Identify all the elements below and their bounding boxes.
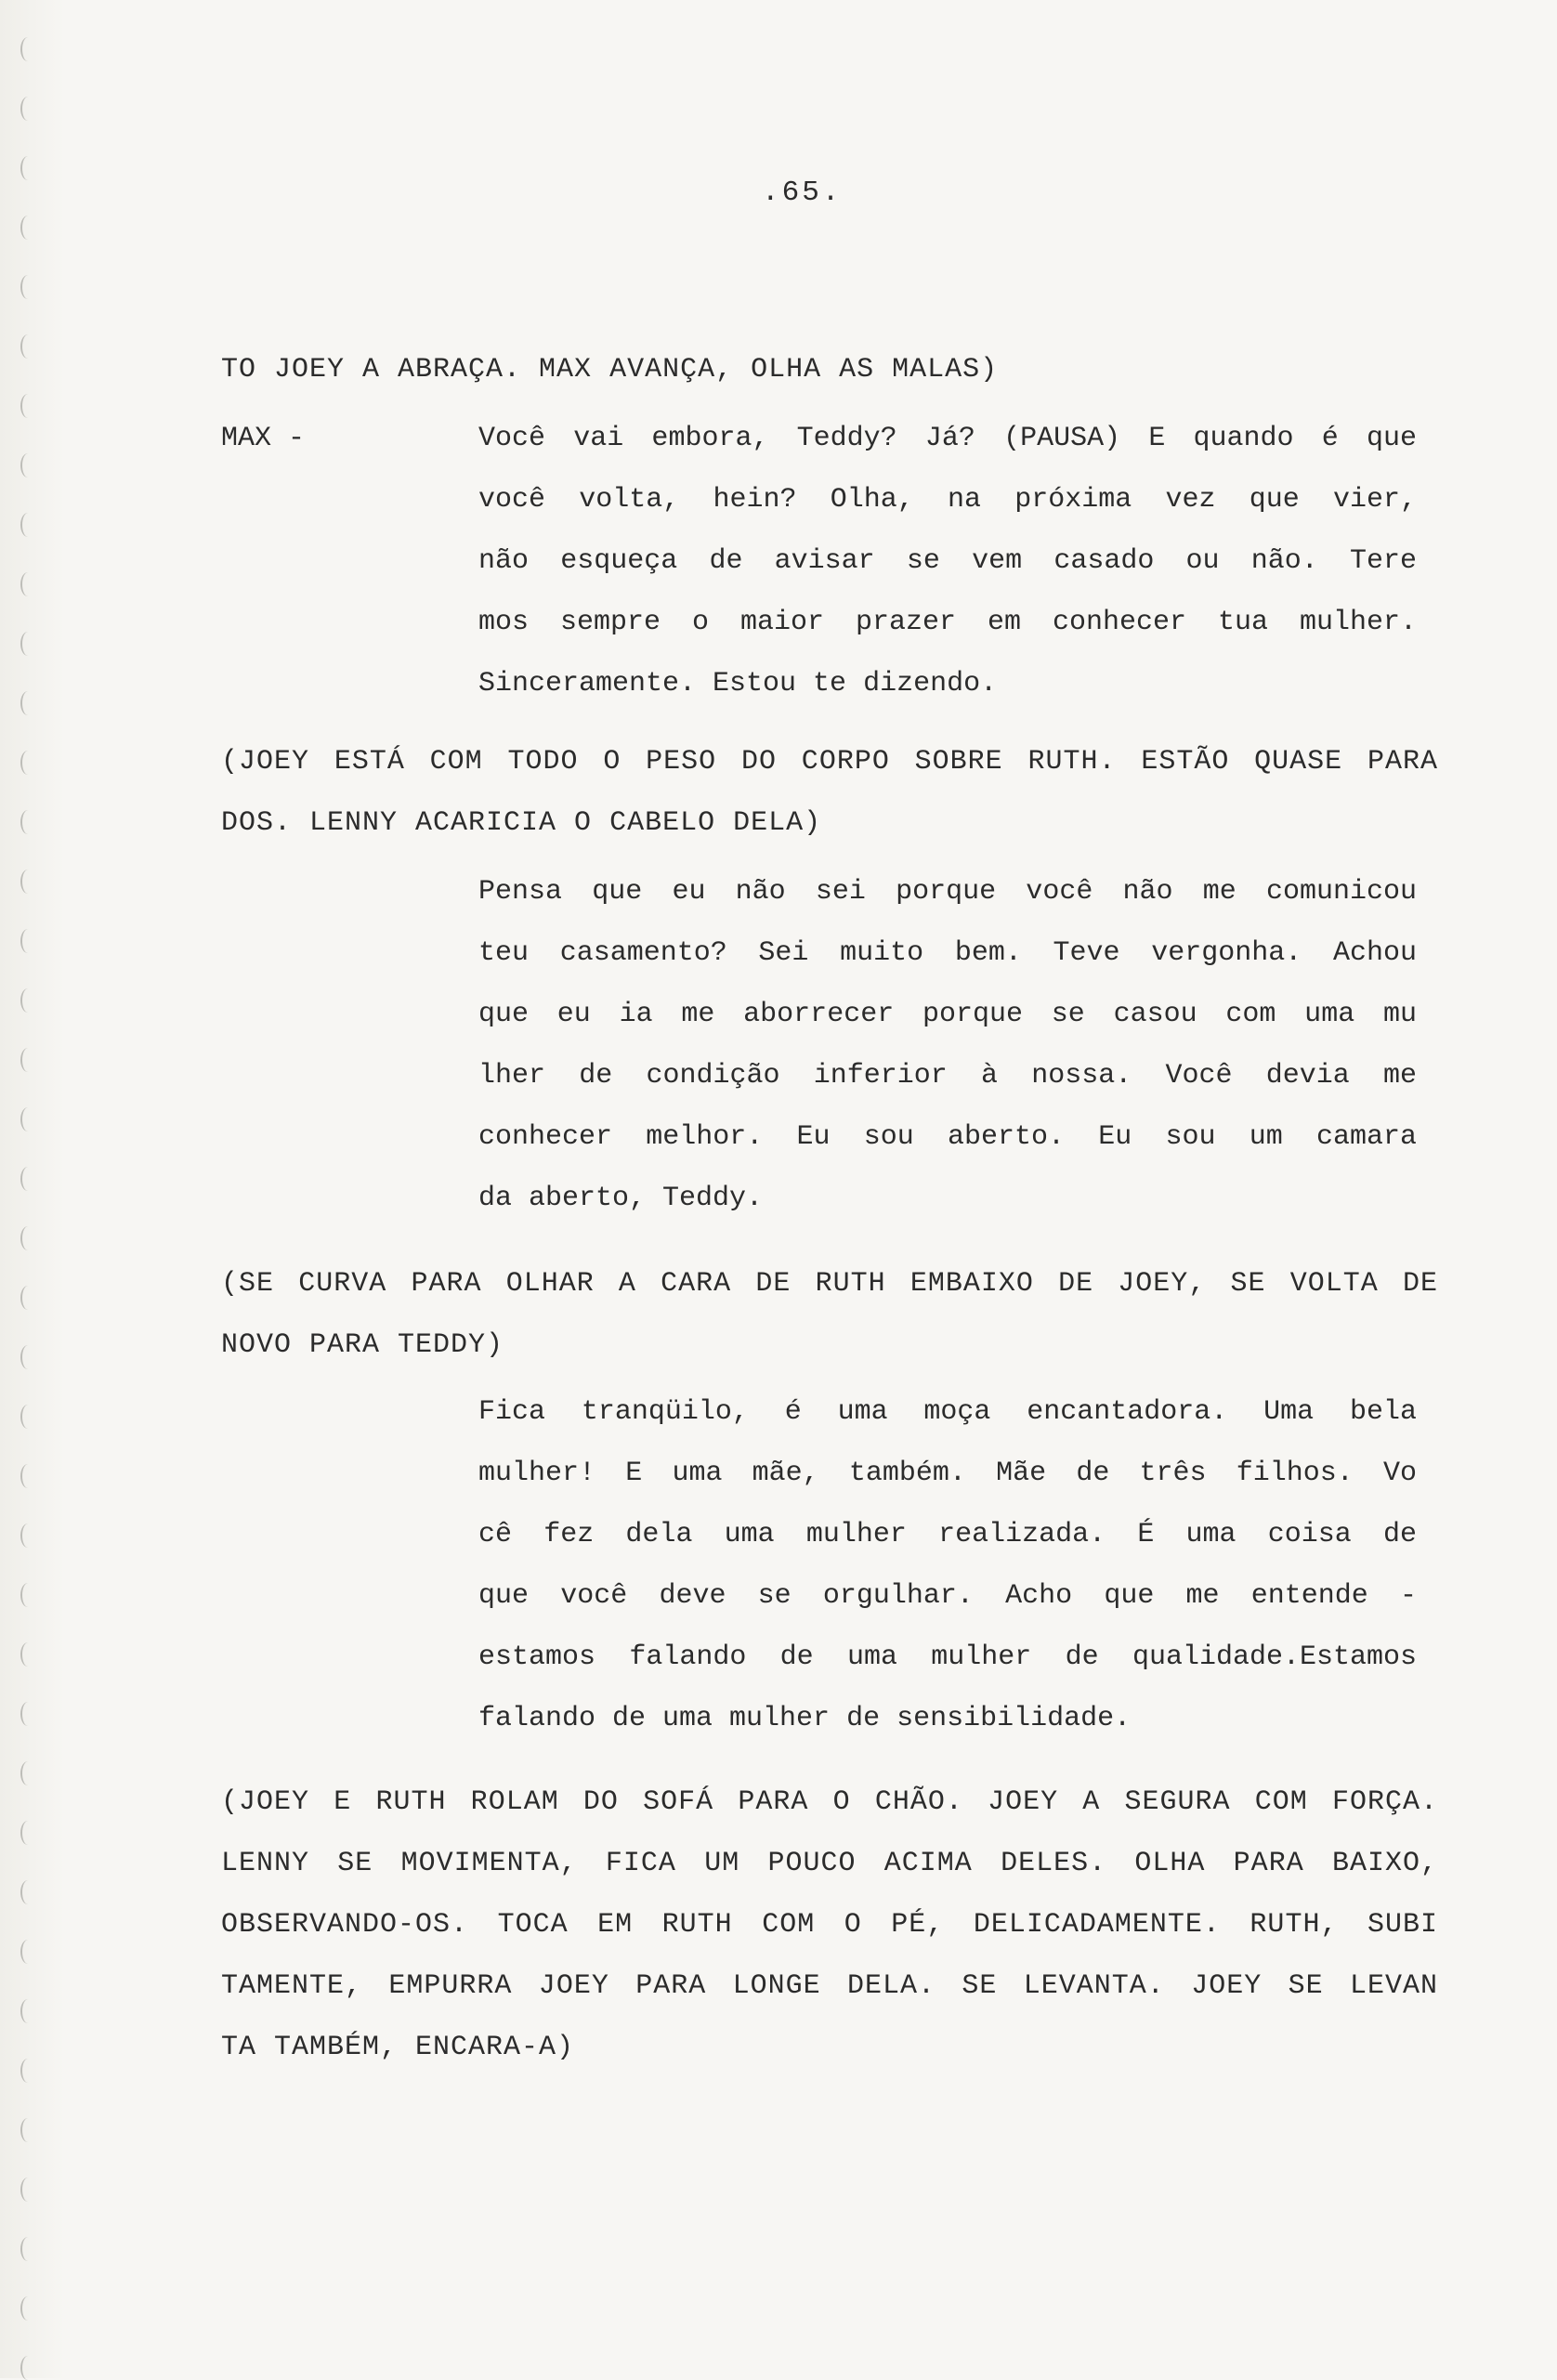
binding-mark	[20, 1702, 35, 1726]
binding-mark	[20, 751, 35, 775]
binding-mark	[20, 2177, 35, 2202]
binding-mark	[20, 1642, 35, 1667]
binding-mark	[20, 513, 35, 537]
stage-direction-line: (JOEY ESTÁ COM TODO O PESO DO CORPO SOBRE RUTH. ESTÃO QUASE PARA	[221, 746, 1438, 778]
binding-mark	[20, 1940, 35, 1964]
binding-mark	[20, 1286, 35, 1310]
dialogue-line: teu casamento? Sei muito bem. Teve vergonha. Achou	[478, 937, 1417, 969]
dialogue-line: mos sempre o maior prazer em conhecer tua mulher.	[478, 607, 1417, 638]
stage-direction-line: TO JOEY A ABRAÇA. MAX AVANÇA, OLHA AS MALAS)	[221, 354, 999, 386]
binding-mark	[20, 1167, 35, 1191]
binding-mark	[20, 988, 35, 1013]
stage-direction-line: TA TAMBÉM, ENCARA-A)	[221, 2032, 575, 2063]
dialogue-line: conhecer melhor. Eu sou aberto. Eu sou um camara	[478, 1121, 1417, 1153]
stage-direction-line: LENNY SE MOVIMENTA, FICA UM POUCO ACIMA DELES. OLHA PARA BAIXO,	[221, 1848, 1438, 1879]
dialogue-line: Você vai embora, Teddy? Já? (PAUSA) E quando é que	[478, 423, 1417, 454]
binding-mark	[20, 2356, 35, 2380]
dialogue-line: Fica tranqüilo, é uma moça encantadora. Uma bela	[478, 1396, 1417, 1428]
binding-mark	[20, 37, 35, 61]
binding-mark	[20, 2059, 35, 2083]
binding-mark	[20, 156, 35, 180]
binding-mark	[20, 1107, 35, 1131]
page-number: .65.	[762, 177, 843, 209]
stage-direction-line: OBSERVANDO-OS. TOCA EM RUTH COM O PÉ, DELICADAMENTE. RUTH, SUBI	[221, 1909, 1438, 1941]
dialogue-line: estamos falando de uma mulher de qualidade.Estamos	[478, 1641, 1417, 1673]
dialogue-line: Pensa que eu não sei porque você não me comunicou	[478, 876, 1417, 908]
binding-mark	[20, 691, 35, 715]
binding-mark	[20, 1048, 35, 1072]
stage-direction-line: (JOEY E RUTH ROLAM DO SOFÁ PARA O CHÃO. JOEY A SEGURA COM FORÇA.	[221, 1786, 1438, 1818]
dialogue-line: você volta, hein? Olha, na próxima vez que vier,	[478, 484, 1417, 516]
speaker-name: MAX -	[221, 423, 306, 454]
binding-mark	[20, 1405, 35, 1429]
binding-mark	[20, 1999, 35, 2023]
binding-mark	[20, 2296, 35, 2321]
binding-mark	[20, 275, 35, 299]
binding-mark	[20, 334, 35, 359]
binding-mark	[20, 453, 35, 477]
binding-mark	[20, 97, 35, 121]
binding-holes	[0, 0, 65, 2378]
dialogue-line: mulher! E uma mãe, também. Mãe de três filhos. Vo	[478, 1458, 1417, 1489]
binding-mark	[20, 1523, 35, 1548]
dialogue-line: cê fez dela uma mulher realizada. É uma coisa de	[478, 1519, 1417, 1550]
stage-direction-line: (SE CURVA PARA OLHAR A CARA DE RUTH EMBAIXO DE JOEY, SE VOLTA DE	[221, 1268, 1438, 1300]
binding-mark	[20, 2118, 35, 2142]
binding-mark	[20, 632, 35, 656]
binding-mark	[20, 1761, 35, 1785]
dialogue-line: lher de condição inferior à nossa. Você devia me	[478, 1060, 1417, 1092]
binding-mark	[20, 1464, 35, 1488]
stage-direction-line: DOS. LENNY ACARICIA O CABELO DELA)	[221, 807, 822, 839]
binding-mark	[20, 1345, 35, 1369]
binding-mark	[20, 929, 35, 953]
binding-mark	[20, 216, 35, 240]
stage-direction-line: TAMENTE, EMPURRA JOEY PARA LONGE DELA. SE LEVANTA. JOEY SE LEVAN	[221, 1970, 1438, 2002]
binding-mark	[20, 1583, 35, 1607]
dialogue-line: que eu ia me aborrecer porque se casou com uma mu	[478, 999, 1417, 1030]
dialogue-line: da aberto, Teddy.	[478, 1183, 764, 1214]
binding-mark	[20, 870, 35, 894]
dialogue-line: falando de uma mulher de sensibilidade.	[478, 1703, 1132, 1734]
binding-mark	[20, 1226, 35, 1250]
binding-mark	[20, 1880, 35, 1904]
binding-mark	[20, 810, 35, 834]
dialogue-line: não esqueça de avisar se vem casado ou não. Tere	[478, 545, 1417, 577]
stage-direction-line: NOVO PARA TEDDY)	[221, 1329, 504, 1361]
dialogue-line: Sinceramente. Estou te dizendo.	[478, 668, 998, 700]
dialogue-line: que você deve se orgulhar. Acho que me entende -	[478, 1580, 1417, 1612]
binding-mark	[20, 394, 35, 418]
binding-mark	[20, 1821, 35, 1845]
binding-mark	[20, 2237, 35, 2261]
binding-mark	[20, 572, 35, 596]
